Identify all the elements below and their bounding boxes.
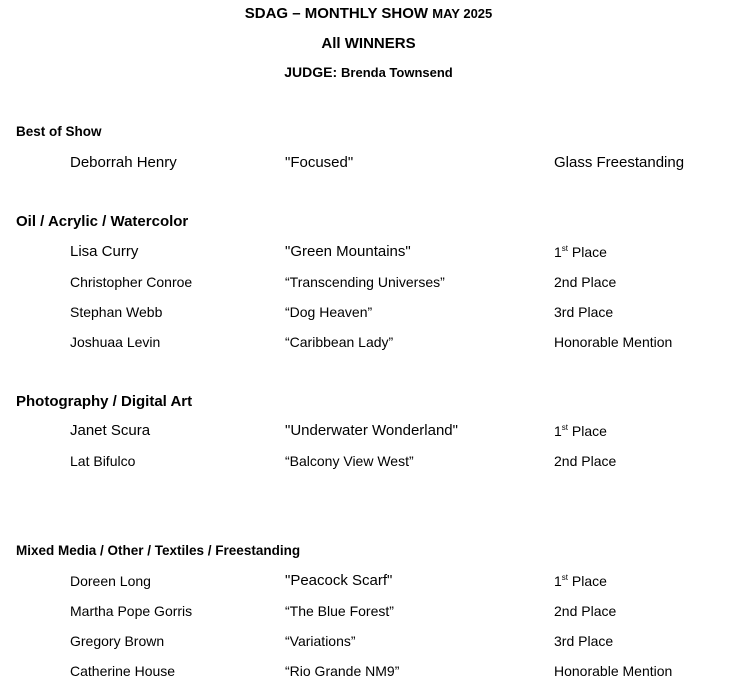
artist-name: Gregory Brown	[70, 633, 165, 649]
artwork-title: “Rio Grande NM9”	[285, 663, 400, 679]
award-label: 3rd Place	[554, 304, 614, 320]
award-label	[554, 423, 607, 439]
section-title-photography-digital-art: Photography / Digital Art	[16, 393, 193, 410]
award-label: 2nd Place	[554, 603, 617, 619]
award-ordinal: st	[561, 244, 569, 253]
award-text: Place	[568, 573, 607, 589]
judge-line	[0, 64, 737, 80]
artist-name: Lisa Curry	[70, 243, 139, 260]
artist-name: Lat Bifulco	[70, 453, 136, 469]
award-number: 1	[554, 244, 562, 260]
artwork-title: "Underwater Wonderland"	[285, 422, 458, 439]
award-label	[554, 244, 607, 260]
section-title-oil-acrylic-watercolor: Oil / Acrylic / Watercolor	[16, 213, 189, 230]
artwork-title: "Focused"	[285, 154, 354, 171]
artist-name: Martha Pope Gorris	[70, 603, 193, 619]
artist-name: Christopher Conroe	[70, 274, 193, 290]
award-text: Place	[568, 244, 607, 260]
title-date: MAY 2025	[432, 6, 493, 21]
artwork-title: “Variations”	[285, 633, 356, 649]
artwork-title: “Transcending Universes”	[285, 274, 445, 290]
award-ordinal: st	[561, 573, 569, 582]
artwork-title: “Dog Heaven”	[285, 304, 373, 320]
judge-label: JUDGE:	[284, 64, 338, 80]
artist-name: Joshuaa Levin	[70, 334, 161, 350]
award-label: 2nd Place	[554, 274, 617, 290]
artist-name: Stephan Webb	[70, 304, 163, 320]
artwork-title: "Green Mountains"	[285, 243, 411, 260]
artwork-title: “Caribbean Lady”	[285, 334, 394, 350]
judge-name: Brenda Townsend	[341, 65, 453, 80]
award-ordinal: st	[561, 423, 569, 432]
award-label: Honorable Mention	[554, 334, 673, 350]
award-number: 1	[554, 573, 562, 589]
section-title-mixed-media: Mixed Media / Other / Textiles / Freestanding	[16, 543, 301, 558]
artwork-title: “The Blue Forest”	[285, 603, 394, 619]
award-label	[554, 573, 607, 589]
award-label: 3rd Place	[554, 633, 614, 649]
artwork-title: "Peacock Scarf"	[285, 572, 393, 589]
artist-name: Doreen Long	[70, 573, 151, 589]
document-title	[0, 5, 737, 22]
section-title-best-of-show: Best of Show	[16, 124, 102, 139]
artist-name: Deborrah Henry	[70, 154, 177, 171]
award-text: Place	[568, 423, 607, 439]
artwork-title: “Balcony View West”	[285, 453, 414, 469]
artist-name: Janet Scura	[70, 422, 151, 439]
award-label: 2nd Place	[554, 453, 617, 469]
award-label: Glass Freestanding	[554, 154, 685, 171]
artist-name: Catherine House	[70, 663, 176, 679]
award-label: Honorable Mention	[554, 663, 673, 679]
document-subtitle: All WINNERS	[321, 35, 416, 52]
title-main: SDAG – MONTHLY SHOW	[244, 5, 429, 22]
award-number: 1	[554, 423, 562, 439]
